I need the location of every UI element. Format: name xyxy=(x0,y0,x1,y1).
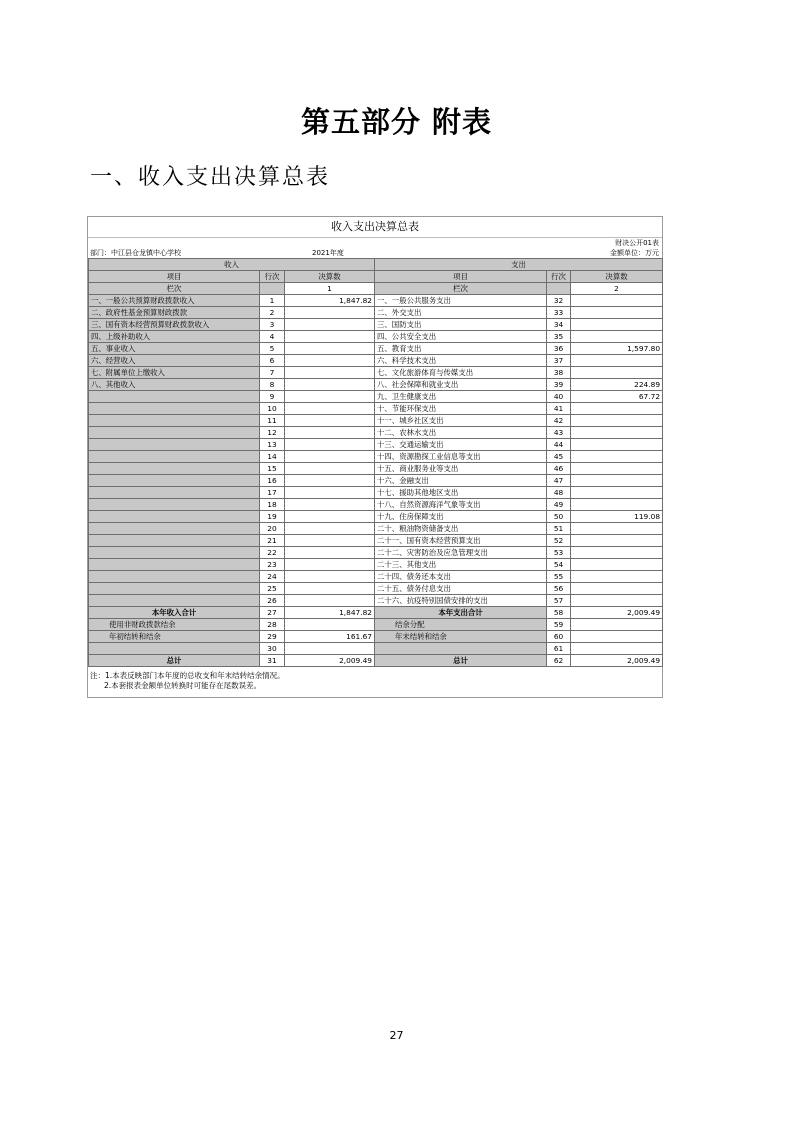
income-line-no: 19 xyxy=(260,511,285,523)
expense-line-no: 50 xyxy=(547,511,571,523)
income-col-number: 1 xyxy=(285,283,375,295)
income-item: 一、一般公共预算财政拨款收入 xyxy=(89,295,260,307)
expense-amount: 67.72 xyxy=(571,391,663,403)
table-row xyxy=(89,295,663,307)
expense-amount: 2,009.49 xyxy=(571,655,663,667)
expense-header: 支出 xyxy=(375,259,663,271)
expense-line-no: 55 xyxy=(547,571,571,583)
table-row xyxy=(89,439,663,451)
expense-item: 七、文化旅游体育与传媒支出 xyxy=(375,367,547,379)
income-line-header: 行次 xyxy=(260,271,285,283)
expense-item: 十九、住房保障支出 xyxy=(375,511,547,523)
expense-amount xyxy=(571,631,663,643)
income-item xyxy=(89,463,260,475)
income-line-no: 1 xyxy=(260,295,285,307)
table-row xyxy=(89,523,663,535)
income-amount: 1,847.82 xyxy=(285,295,375,307)
expense-col-blank xyxy=(547,283,571,295)
expense-amount xyxy=(571,319,663,331)
footnote-1: 注：1.本表反映部门本年度的总收支和年末结转结余情况。 xyxy=(90,671,285,680)
income-item xyxy=(89,583,260,595)
expense-line-no: 38 xyxy=(547,367,571,379)
expense-line-no: 36 xyxy=(547,343,571,355)
department-label: 部门：中江县仓龙镇中心学校 xyxy=(90,249,181,257)
income-item xyxy=(89,439,260,451)
expense-amount xyxy=(571,583,663,595)
income-amount: 161.67 xyxy=(285,631,375,643)
expense-line-no: 44 xyxy=(547,439,571,451)
expense-item: 二十六、抗疫特别国债安排的支出 xyxy=(375,595,547,607)
table-row xyxy=(89,571,663,583)
expense-item: 二十四、债务还本支出 xyxy=(375,571,547,583)
expense-amount xyxy=(571,355,663,367)
income-amount xyxy=(285,643,375,655)
table-row xyxy=(89,487,663,499)
expense-item: 三、国防支出 xyxy=(375,319,547,331)
income-amount xyxy=(285,367,375,379)
expense-amount xyxy=(571,415,663,427)
income-item xyxy=(89,643,260,655)
meta-row-form-code xyxy=(88,238,662,248)
income-item: 本年收入合计 xyxy=(89,607,260,619)
expense-line-no: 58 xyxy=(547,607,571,619)
income-line-no: 23 xyxy=(260,559,285,571)
income-line-no: 12 xyxy=(260,427,285,439)
income-amount xyxy=(285,463,375,475)
table-row xyxy=(89,607,663,619)
income-item xyxy=(89,511,260,523)
expense-line-no: 33 xyxy=(547,307,571,319)
income-line-no: 16 xyxy=(260,475,285,487)
expense-col-label: 栏次 xyxy=(375,283,547,295)
expense-item: 本年支出合计 xyxy=(375,607,547,619)
income-line-no: 15 xyxy=(260,463,285,475)
expense-amount: 2,009.49 xyxy=(571,607,663,619)
table-row xyxy=(89,643,663,655)
income-amount xyxy=(285,499,375,511)
income-line-no: 8 xyxy=(260,379,285,391)
income-amount xyxy=(285,379,375,391)
income-item xyxy=(89,391,260,403)
income-item xyxy=(89,451,260,463)
expense-item: 五、教育支出 xyxy=(375,343,547,355)
income-amount xyxy=(285,307,375,319)
income-amount xyxy=(285,331,375,343)
income-amount xyxy=(285,415,375,427)
income-line-no: 30 xyxy=(260,643,285,655)
footnote-2: 2.本套报表金额单位转换时可能存在尾数误差。 xyxy=(104,681,262,690)
table-row xyxy=(89,595,663,607)
income-item: 五、事业收入 xyxy=(89,343,260,355)
expense-line-no: 45 xyxy=(547,451,571,463)
expense-item: 十八、自然资源海洋气象等支出 xyxy=(375,499,547,511)
income-line-no: 22 xyxy=(260,547,285,559)
expense-amount xyxy=(571,559,663,571)
income-line-no: 2 xyxy=(260,307,285,319)
expense-line-no: 34 xyxy=(547,319,571,331)
expense-line-no: 61 xyxy=(547,643,571,655)
table-row xyxy=(89,379,663,391)
table-row xyxy=(89,655,663,667)
expense-amount: 224.89 xyxy=(571,379,663,391)
income-amount xyxy=(285,595,375,607)
income-amount xyxy=(285,427,375,439)
income-amount xyxy=(285,583,375,595)
expense-item: 十一、城乡社区支出 xyxy=(375,415,547,427)
income-line-no: 6 xyxy=(260,355,285,367)
expense-amount xyxy=(571,295,663,307)
expense-item: 十四、资源勘探工业信息等支出 xyxy=(375,451,547,463)
expense-amount-header: 决算数 xyxy=(571,271,663,283)
income-item xyxy=(89,571,260,583)
expense-item: 二十五、债务付息支出 xyxy=(375,583,547,595)
expense-line-no: 42 xyxy=(547,415,571,427)
income-amount xyxy=(285,487,375,499)
income-amount xyxy=(285,571,375,583)
table-row xyxy=(89,319,663,331)
page-number: 27 xyxy=(389,1029,404,1042)
expense-amount xyxy=(571,367,663,379)
expense-amount: 119.08 xyxy=(571,511,663,523)
income-amount-header: 决算数 xyxy=(285,271,375,283)
expense-line-no: 49 xyxy=(547,499,571,511)
income-item: 六、经营收入 xyxy=(89,355,260,367)
income-line-no: 18 xyxy=(260,499,285,511)
expense-item: 六、科学技术支出 xyxy=(375,355,547,367)
expense-item: 结余分配 xyxy=(375,619,547,631)
income-line-no: 5 xyxy=(260,343,285,355)
expense-item: 二十一、国有资本经营预算支出 xyxy=(375,535,547,547)
income-amount xyxy=(285,319,375,331)
expense-line-no: 52 xyxy=(547,535,571,547)
expense-amount xyxy=(571,547,663,559)
expense-line-no: 41 xyxy=(547,403,571,415)
expense-item: 十二、农林水支出 xyxy=(375,427,547,439)
expense-item: 十七、援助其他地区支出 xyxy=(375,487,547,499)
expense-item: 十、节能环保支出 xyxy=(375,403,547,415)
income-col-blank xyxy=(260,283,285,295)
income-line-no: 21 xyxy=(260,535,285,547)
expense-item: 二十二、灾害防治及应急管理支出 xyxy=(375,547,547,559)
expense-item: 十五、商业服务业等支出 xyxy=(375,463,547,475)
expense-line-no: 46 xyxy=(547,463,571,475)
expense-line-no: 56 xyxy=(547,583,571,595)
expense-amount xyxy=(571,595,663,607)
expense-amount xyxy=(571,439,663,451)
budget-summary-sheet xyxy=(87,216,663,698)
income-amount xyxy=(285,451,375,463)
expense-line-no: 39 xyxy=(547,379,571,391)
income-line-no: 9 xyxy=(260,391,285,403)
expense-item xyxy=(375,643,547,655)
income-amount xyxy=(285,403,375,415)
table-row xyxy=(89,559,663,571)
expense-amount xyxy=(571,331,663,343)
income-amount xyxy=(285,535,375,547)
income-line-no: 27 xyxy=(260,607,285,619)
expense-amount xyxy=(571,475,663,487)
income-amount xyxy=(285,391,375,403)
income-line-no: 24 xyxy=(260,571,285,583)
expense-item: 九、卫生健康支出 xyxy=(375,391,547,403)
income-item: 八、其他收入 xyxy=(89,379,260,391)
amount-unit: 金额单位：万元 xyxy=(610,249,659,257)
table-row xyxy=(89,583,663,595)
income-amount xyxy=(285,559,375,571)
income-item xyxy=(89,415,260,427)
summary-table xyxy=(88,258,663,667)
income-header: 收入 xyxy=(89,259,375,271)
expense-item: 二、外交支出 xyxy=(375,307,547,319)
income-line-no: 20 xyxy=(260,523,285,535)
expense-item-header: 项目 xyxy=(375,271,547,283)
meta-row-department xyxy=(88,248,662,258)
expense-line-no: 43 xyxy=(547,427,571,439)
header-row-sections xyxy=(89,259,663,271)
expense-line-no: 60 xyxy=(547,631,571,643)
sheet-title: 收入支出决算总表 xyxy=(88,217,662,238)
expense-line-no: 53 xyxy=(547,547,571,559)
income-amount xyxy=(285,619,375,631)
expense-amount xyxy=(571,523,663,535)
income-line-no: 17 xyxy=(260,487,285,499)
income-col-label: 栏次 xyxy=(89,283,260,295)
table-row xyxy=(89,475,663,487)
expense-item: 四、公共安全支出 xyxy=(375,331,547,343)
income-line-no: 11 xyxy=(260,415,285,427)
income-line-no: 3 xyxy=(260,319,285,331)
table-row xyxy=(89,619,663,631)
expense-line-no: 32 xyxy=(547,295,571,307)
income-amount xyxy=(285,355,375,367)
income-item xyxy=(89,427,260,439)
income-item: 总计 xyxy=(89,655,260,667)
expense-line-no: 40 xyxy=(547,391,571,403)
income-item xyxy=(89,559,260,571)
table-row xyxy=(89,427,663,439)
table-row xyxy=(89,415,663,427)
expense-amount xyxy=(571,403,663,415)
table-row xyxy=(89,463,663,475)
income-line-no: 10 xyxy=(260,403,285,415)
fiscal-year: 2021年度 xyxy=(312,249,344,257)
expense-item: 一、一般公共服务支出 xyxy=(375,295,547,307)
table-row xyxy=(89,331,663,343)
expense-col-number: 2 xyxy=(571,283,663,295)
income-line-no: 13 xyxy=(260,439,285,451)
table-row xyxy=(89,367,663,379)
table-row xyxy=(89,511,663,523)
expense-line-header: 行次 xyxy=(547,271,571,283)
income-item xyxy=(89,403,260,415)
expense-amount xyxy=(571,427,663,439)
income-item xyxy=(89,595,260,607)
income-amount xyxy=(285,523,375,535)
table-row xyxy=(89,307,663,319)
expense-amount xyxy=(571,499,663,511)
income-item xyxy=(89,487,260,499)
form-code: 财决公开01表 xyxy=(615,239,659,247)
expense-item: 十六、金融支出 xyxy=(375,475,547,487)
income-item xyxy=(89,499,260,511)
income-amount xyxy=(285,343,375,355)
table-row xyxy=(89,535,663,547)
income-amount: 1,847.82 xyxy=(285,607,375,619)
income-item xyxy=(89,535,260,547)
expense-line-no: 47 xyxy=(547,475,571,487)
section-title: 一、收入支出决算总表 xyxy=(90,165,331,190)
income-line-no: 25 xyxy=(260,583,285,595)
expense-amount xyxy=(571,487,663,499)
income-item: 二、政府性基金预算财政拨款 xyxy=(89,307,260,319)
income-line-no: 14 xyxy=(260,451,285,463)
expense-line-no: 54 xyxy=(547,559,571,571)
expense-line-no: 48 xyxy=(547,487,571,499)
expense-item: 年末结转和结余 xyxy=(375,631,547,643)
table-row xyxy=(89,547,663,559)
table-row xyxy=(89,391,663,403)
income-item: 年初结转和结余 xyxy=(89,631,260,643)
expense-line-no: 57 xyxy=(547,595,571,607)
expense-amount xyxy=(571,307,663,319)
expense-amount xyxy=(571,571,663,583)
table-row xyxy=(89,499,663,511)
income-item: 三、国有资本经营预算财政拨款收入 xyxy=(89,319,260,331)
expense-item: 十三、交通运输支出 xyxy=(375,439,547,451)
page-title: 第五部分 附表 xyxy=(300,105,493,139)
expense-line-no: 35 xyxy=(547,331,571,343)
income-amount: 2,009.49 xyxy=(285,655,375,667)
income-amount xyxy=(285,475,375,487)
income-item xyxy=(89,547,260,559)
expense-line-no: 37 xyxy=(547,355,571,367)
expense-amount xyxy=(571,463,663,475)
expense-item: 八、社会保障和就业支出 xyxy=(375,379,547,391)
expense-line-no: 59 xyxy=(547,619,571,631)
expense-item: 二十、粮油物资储备支出 xyxy=(375,523,547,535)
expense-amount xyxy=(571,451,663,463)
expense-amount xyxy=(571,619,663,631)
footnotes xyxy=(88,667,662,697)
income-amount xyxy=(285,547,375,559)
income-item xyxy=(89,475,260,487)
income-amount xyxy=(285,439,375,451)
income-item: 四、上级补助收入 xyxy=(89,331,260,343)
table-row xyxy=(89,343,663,355)
header-row-column-numbers xyxy=(89,283,663,295)
table-row xyxy=(89,355,663,367)
income-amount xyxy=(285,511,375,523)
expense-amount xyxy=(571,535,663,547)
income-line-no: 29 xyxy=(260,631,285,643)
table-row xyxy=(89,403,663,415)
header-row-columns xyxy=(89,271,663,283)
income-line-no: 31 xyxy=(260,655,285,667)
expense-item: 二十三、其他支出 xyxy=(375,559,547,571)
income-item: 使用非财政拨款结余 xyxy=(89,619,260,631)
expense-amount xyxy=(571,643,663,655)
expense-amount: 1,597.80 xyxy=(571,343,663,355)
table-row xyxy=(89,451,663,463)
income-line-no: 4 xyxy=(260,331,285,343)
expense-line-no: 51 xyxy=(547,523,571,535)
expense-item: 总计 xyxy=(375,655,547,667)
income-item: 七、附属单位上缴收入 xyxy=(89,367,260,379)
table-row xyxy=(89,631,663,643)
income-line-no: 7 xyxy=(260,367,285,379)
income-item-header: 项目 xyxy=(89,271,260,283)
expense-line-no: 62 xyxy=(547,655,571,667)
income-item xyxy=(89,523,260,535)
income-line-no: 26 xyxy=(260,595,285,607)
income-line-no: 28 xyxy=(260,619,285,631)
